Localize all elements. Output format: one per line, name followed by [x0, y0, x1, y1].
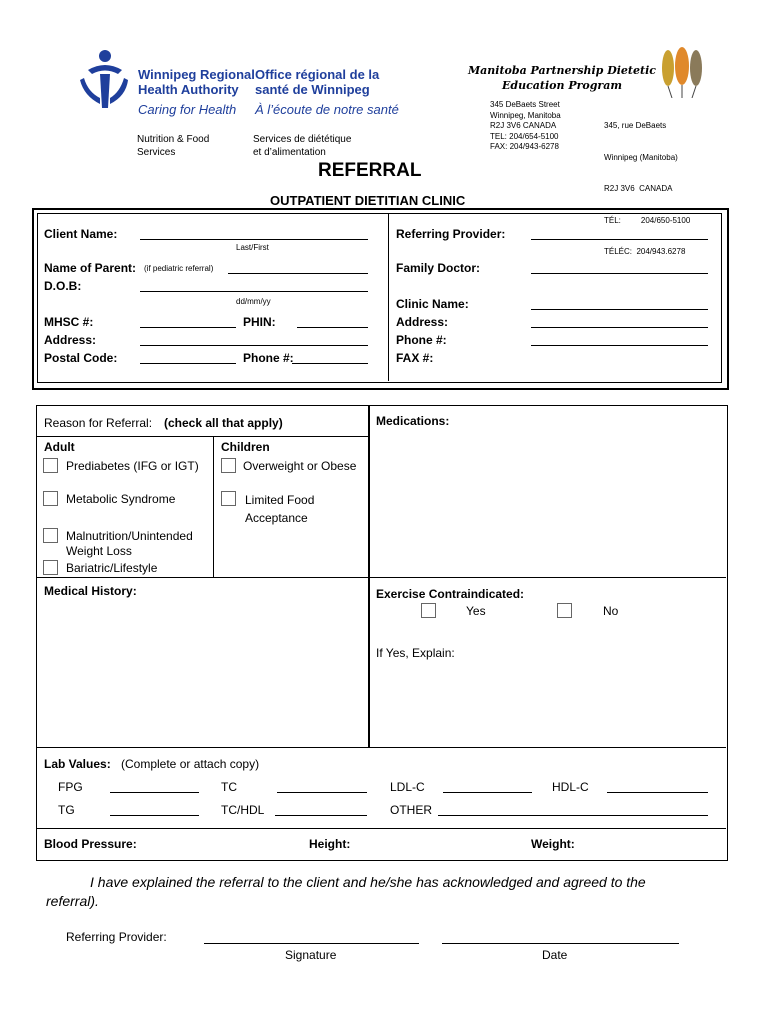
lab-bottom-divider: [36, 828, 726, 829]
tchdl-field[interactable]: [275, 815, 367, 816]
program-title-2: Education Program: [502, 79, 622, 92]
client-name-field[interactable]: [140, 239, 368, 240]
exercise-no-label: No: [603, 604, 619, 618]
tchdl-label: TC/HDL: [221, 803, 265, 817]
phin-label: PHIN:: [243, 315, 276, 329]
other-label: OTHER: [390, 803, 432, 817]
clinic-name-label: Clinic Name:: [396, 297, 469, 311]
fax-label: FAX #:: [396, 351, 434, 365]
explain-label: If Yes, Explain:: [376, 646, 455, 660]
malnutrition-checkbox[interactable]: [43, 528, 58, 543]
phin-field[interactable]: [297, 327, 368, 328]
org-fr-2: santé de Winnipeg: [255, 82, 370, 97]
addr-en-line: TEL: 204/654-5100: [490, 131, 559, 141]
clinic-phone-field[interactable]: [531, 345, 708, 346]
addr-en-line: R2J 3V6 CANADA: [490, 121, 557, 130]
medical-history-label: Medical History:: [44, 584, 137, 598]
reason-label: Reason for Referral:: [44, 416, 153, 430]
hdl-label: HDL-C: [552, 780, 589, 794]
overweight-label: Overweight or Obese: [243, 459, 357, 473]
exercise-label: Exercise Contraindicated:: [376, 587, 525, 601]
tagline-fr: À l’écoute de notre santé: [255, 102, 399, 117]
org-en-2: Health Authority: [138, 82, 239, 97]
tagline-en: Caring for Health: [138, 102, 237, 117]
exercise-yes-checkbox[interactable]: [421, 603, 436, 618]
bariatric-label: Bariatric/Lifestyle: [66, 561, 158, 575]
weight-loss-label: Weight Loss: [66, 544, 132, 558]
clinic-name-field[interactable]: [531, 309, 708, 310]
medications-label: Medications:: [376, 414, 450, 428]
clinic-phone-label: Phone #:: [396, 333, 447, 347]
dob-label: D.O.B:: [44, 279, 82, 293]
metabolic-syndrome-label: Metabolic Syndrome: [66, 492, 176, 506]
org-fr-1: Office régional de la: [255, 67, 380, 82]
addr-en-line: FAX: 204/943-6278: [490, 142, 559, 151]
dob-field[interactable]: [140, 291, 368, 292]
mhsc-field[interactable]: [140, 327, 236, 328]
wheat-logo: [658, 46, 706, 98]
last-first-hint: Last/First: [236, 243, 269, 252]
signature-caption: Signature: [285, 948, 337, 962]
limited-food-checkbox[interactable]: [221, 491, 236, 506]
client-phone-field[interactable]: [292, 363, 368, 364]
client-phone-label: Phone #:: [243, 351, 294, 365]
children-header: Children: [221, 440, 270, 454]
date-format-hint: dd/mm/yy: [236, 297, 271, 306]
limited-food-label: Limited Food: [245, 493, 315, 507]
bariatric-checkbox[interactable]: [43, 560, 58, 575]
dept-en-1: Nutrition & Food: [137, 134, 210, 145]
acceptance-label: Acceptance: [245, 511, 308, 525]
check-all-note: (check all that apply): [164, 416, 283, 430]
wheat-icon: [658, 46, 706, 98]
malnutrition-label: Malnutrition/Unintended: [66, 529, 193, 543]
hdl-field[interactable]: [607, 792, 708, 793]
tg-field[interactable]: [110, 815, 199, 816]
dept-fr-1: Services de diététique: [253, 134, 352, 145]
date-field[interactable]: [442, 943, 679, 944]
prediabetes-label: Prediabetes (IFG or IGT): [66, 459, 199, 473]
wrha-logo: [78, 48, 130, 112]
blood-pressure-label: Blood Pressure:: [44, 837, 137, 851]
reason-right-divider: [368, 405, 370, 747]
page-subtitle: OUTPATIENT DIETITIAN CLINIC: [270, 193, 466, 208]
adult-children-divider: [213, 437, 214, 577]
parent-name-label: Name of Parent:: [44, 261, 137, 275]
weight-label: Weight:: [531, 837, 575, 851]
lab-values-label: Lab Values:: [44, 757, 111, 771]
history-bottom-divider: [36, 747, 726, 748]
exercise-no-checkbox[interactable]: [557, 603, 572, 618]
exercise-yes-label: Yes: [466, 604, 486, 618]
mhsc-label: MHSC #:: [44, 315, 94, 329]
signature-field[interactable]: [204, 943, 419, 944]
addr-fr-line: 345, rue DeBaets: [604, 121, 667, 130]
fpg-field[interactable]: [110, 792, 199, 793]
addr-fr-line: R2J 3V6 CANADA: [604, 184, 673, 193]
client-name-label: Client Name:: [44, 227, 118, 241]
ldl-label: LDL-C: [390, 780, 425, 794]
family-doctor-label: Family Doctor:: [396, 261, 481, 275]
clinic-address-field[interactable]: [531, 327, 708, 328]
client-address-field[interactable]: [140, 345, 368, 346]
overweight-checkbox[interactable]: [221, 458, 236, 473]
parent-name-field[interactable]: [228, 273, 368, 274]
family-doctor-field[interactable]: [531, 273, 708, 274]
program-title-1: Manitoba Partnership Dietetic: [468, 64, 656, 77]
lab-values-note: (Complete or attach copy): [121, 757, 260, 771]
addr-fr-line: TÉLÉC: 204/943.6278: [604, 247, 686, 256]
signoff-provider-label: Referring Provider:: [66, 930, 167, 944]
consent-statement-line-1: I have explained the referral to the client and he/she has acknowledged and agreed to the: [90, 874, 646, 890]
reason-header-divider: [36, 436, 368, 437]
fpg-label: FPG: [58, 780, 83, 794]
client-address-label: Address:: [44, 333, 97, 347]
reason-bottom-divider: [36, 577, 726, 578]
page-title: REFERRAL: [318, 160, 422, 181]
postal-code-label: Postal Code:: [44, 351, 118, 365]
wrha-logo-icon: [78, 48, 130, 112]
client-divider: [388, 213, 389, 381]
addr-en-line: 345 DeBaets Street: [490, 100, 560, 109]
referring-provider-field[interactable]: [531, 239, 708, 240]
addr-fr-line: Winnipeg (Manitoba): [604, 152, 678, 162]
pediatric-hint: (if pediatric referral): [144, 264, 214, 273]
prediabetes-checkbox[interactable]: [43, 458, 58, 473]
consent-statement-line-2: referral).: [46, 893, 99, 909]
address-en: [490, 100, 561, 153]
ldl-field[interactable]: [443, 792, 532, 793]
clinic-address-label: Address:: [396, 315, 449, 329]
height-label: Height:: [309, 837, 351, 851]
other-field[interactable]: [438, 815, 708, 816]
tg-label: TG: [58, 803, 75, 817]
addr-en-line: Winnipeg, Manitoba: [490, 110, 561, 120]
tc-field[interactable]: [277, 792, 367, 793]
adult-header: Adult: [44, 440, 75, 454]
metabolic-syndrome-checkbox[interactable]: [43, 491, 58, 506]
dept-en-2: Services: [137, 147, 176, 158]
postal-code-field[interactable]: [140, 363, 236, 364]
referring-provider-label: Referring Provider:: [396, 227, 506, 241]
date-caption: Date: [542, 948, 568, 962]
dept-fr-2: et d’alimentation: [253, 147, 326, 158]
org-en-1: Winnipeg Regional: [138, 67, 255, 82]
addr-fr-line: TÉL: 204/650-5100: [604, 215, 691, 225]
tc-label: TC: [221, 780, 237, 794]
